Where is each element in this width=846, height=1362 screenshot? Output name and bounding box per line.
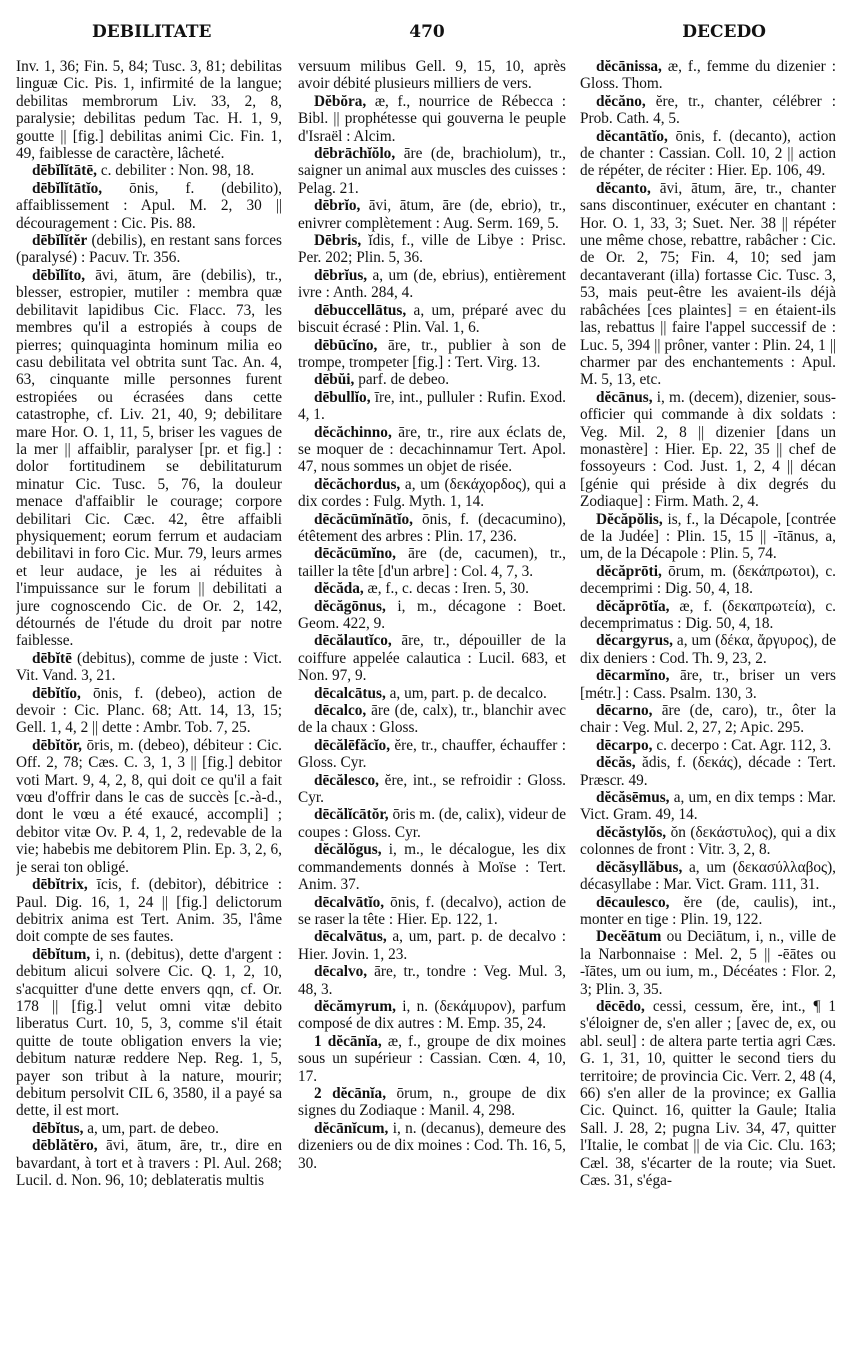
entry-headword: dēbĭtē xyxy=(32,649,72,667)
entry-headword: dēcarmĭno, xyxy=(596,667,670,685)
entry-headword: dēcēdo, xyxy=(596,997,645,1015)
entry-definition: āre, tr., dépouiller de la coiffure appelée calautica : Lucil. 683, et Non. 97, 9. xyxy=(298,632,566,685)
dictionary-entry xyxy=(298,424,566,476)
entry-definition: ădis, f. (δεκάς), décade : Tert. Præscr. 49. xyxy=(580,754,836,789)
entry-definition: i, n. (δεκάμυρον), parfum composé de dix autres : M. Emp. 35, 24. xyxy=(298,997,566,1033)
dictionary-entry xyxy=(580,632,836,667)
entry-definition: i, n. (debitus), dette d'argent : debitum alicui solvere Cic. Q. 1, 2, 10, s'acquitter d'une dette envers qqn, cf. Or. 178 || [fig.] velut omni vitæ debito liberatus Curt. 10, 5, 3, comme s'il était quitte de toute obligation envers la vie; debitum naturæ reddere Nep. Reg. 1, 5, payer son tribut à la nature, mourir; debitum persolvit CIL 6, 3580, il a payé sa dette, il est mort. xyxy=(16,945,282,1120)
entry-headword: dĕcānissa, xyxy=(596,58,662,75)
entry-definition: āvi, ātum, āre (de, ebrio), tr., enivrer complètement : Aug. Serm. 169, 5. xyxy=(298,197,566,232)
entry-definition: ōnis, f. (decanto), action de chanter : Cassian. Coll. 10, 2 || action de répéter, de réciter : Hier. Ep. 106, 49. xyxy=(580,127,836,180)
entry-definition: āvi, ātum, āre (debilis), tr., blesser, estropier, mutiler : membra quæ debilitavit lapidibus Cic. Flacc. 73, les membres qu'il a estropiés à coups de pierres; quinquaginta hominum milia eo casu debilitata vel obtrita sunt Tac. An. 4, 63, cinquante mille personnes furent estropiées ou écrasées dans cette catastrophe, cf. Liv. 21, 40, 9; debilitare mare Hor. O. 1, 11, 5, briser les vagues de la mer || affaiblir, paralyser [pr. et fig.] : dolor fortitudinem se debilitaturum minatur Cic. Tusc. 5, 76, la douleur menace d'affaiblir le courage; corpore debilitari Cic. Cæc. 42, être affaibli physiquement; eorum ferrum et audaciam debilitavi in foro Cic. Mur. 79, leurs armes et leur audace, je les ai réduites à l'impuissance sur le forum || debilitati a jure cognoscendo Cic. de Or. 2, 142, détournés de l'étude du droit par notre faiblesse. xyxy=(16,266,282,650)
dictionary-entry xyxy=(580,754,836,789)
entry-definition: a, um (de, ebrius), entièrement ivre : Anth. 284, 4. xyxy=(298,266,566,302)
entry-headword: dēbrāchĭŏlo, xyxy=(314,145,396,163)
dictionary-entry xyxy=(298,806,566,841)
entry-headword: dĕcăsyllăbus, xyxy=(596,858,683,876)
entry-definition: ōnis, f. (debilito), affaiblissement : Apul. M. 2, 30 || découragement : Cic. Pis. 88. xyxy=(16,179,282,232)
entry-headword: dēbĭtrix, xyxy=(32,876,88,894)
entry-definition: āre, tr., tondre : Veg. Mul. 3, 48, 3. xyxy=(298,963,566,998)
dictionary-entry xyxy=(298,894,566,929)
entry-headword: dĕcanto, xyxy=(596,179,651,197)
entry-definition: ĕre, int., se refroidir : Gloss. Cyr. xyxy=(298,771,566,807)
entry-definition: Inv. 1, 36; Fin. 5, 84; Tusc. 3, 81; debilitas linguæ Cic. Pis. 1, infirmité de la langue; debilitas membrorum Liv. 33, 2, 8, paralysie; debilitas pedum Tac. H. 1, 9, goutte || [fig.] debilitas animi Cic. Fin. 1, 49, faiblesse de caractère, lâcheté. xyxy=(16,58,282,163)
entry-definition: c. decerpo : Cat. Agr. 112, 3. xyxy=(652,736,832,754)
dictionary-entry xyxy=(16,267,282,650)
entry-headword: dĕcămyrum, xyxy=(314,997,396,1015)
entry-definition: ōnis, f. (debeo), action de devoir : Cic. Planc. 68; Att. 14, 13, 15; Gell. 1, 4, 2 || dette : Ambr. Tob. 7, 25. xyxy=(16,684,282,737)
entry-headword: dĕcăchinno, xyxy=(314,423,392,441)
running-header xyxy=(0,18,846,48)
entry-headword: dĕcānus, xyxy=(596,388,653,406)
entry-headword: dēcalvo, xyxy=(314,963,368,981)
entry-headword: dēbūcĭno, xyxy=(314,336,378,354)
dictionary-entry xyxy=(16,685,282,737)
entry-definition: i, m., le décalogue, les dix commandements donnés à Moïse : Tert. Anim. 37. xyxy=(298,841,566,894)
entry-definition: āre (de, caro), tr., ôter la chair : Veg. Mul. 2, 27, 2; Apic. 295. xyxy=(580,702,836,737)
dictionary-entry xyxy=(580,737,836,754)
dictionary-entry xyxy=(298,267,566,302)
dictionary-entry xyxy=(298,963,566,998)
dictionary-entry xyxy=(298,93,566,145)
entry-headword: dēcălĭcātŏr, xyxy=(314,806,389,824)
entry-headword: dĕcăno, xyxy=(596,92,646,110)
entry-definition: parf. de debeo. xyxy=(354,371,450,389)
dictionary-entry xyxy=(298,371,566,388)
dictionary-entry xyxy=(16,162,282,179)
dictionary-entry xyxy=(580,702,836,737)
entry-definition: a, um (δέκα, ἄργυρος), de dix deniers : Cod. Th. 9, 23, 2. xyxy=(580,632,836,667)
entry-headword: dēbĭlĭtātē, xyxy=(32,162,98,180)
entry-definition: a, um, part. p. de decalco. xyxy=(385,684,547,702)
entry-headword: dēcalco, xyxy=(314,702,367,720)
entry-headword: dēcaulesco, xyxy=(596,893,670,911)
entry-definition: a, um, part. p. de decalvo : Hier. Jovin. 1, 23. xyxy=(298,928,566,963)
dictionary-entry xyxy=(298,511,566,546)
entry-headword: dĕcăprōtĭa, xyxy=(596,597,670,615)
entry-headword: dēbĭtĭo, xyxy=(32,684,81,702)
dictionary-entry xyxy=(298,389,566,424)
dictionary-entry xyxy=(298,197,566,232)
entry-definition: āvi, ātum, āre, tr., dire en bavardant, à tort et à travers : Pl. Aul. 268; Lucil. d. Non. 96, 10; deblateratis multis xyxy=(16,1137,282,1189)
entry-headword: dĕcargyrus, xyxy=(596,632,673,650)
entry-headword: dĕcăprōti, xyxy=(596,562,662,580)
entry-definition: ŏn (δεκάστυλος), qui a dix colonnes de front : Vitr. 3, 2, 8. xyxy=(580,823,836,859)
dictionary-entry xyxy=(298,998,566,1033)
column-left xyxy=(16,58,282,1358)
entry-definition: æ, f., c. decas : Iren. 5, 30. xyxy=(363,580,529,598)
dictionary-entry xyxy=(298,598,566,633)
entry-headword: dēcarno, xyxy=(596,702,653,720)
entry-headword: Dĕbŏra, xyxy=(314,92,367,110)
entry-definition: āre (de, cacumen), tr., tailler la tête [d'un arbre] : Col. 4, 7, 3. xyxy=(298,545,566,580)
entry-definition: āre, tr., briser un vers [métr.] : Cass. Psalm. 130, 3. xyxy=(580,667,836,702)
entry-headword: dĕcăchordus, xyxy=(314,475,401,493)
entry-headword: dĕcăstylŏs, xyxy=(596,823,667,841)
entry-headword: dēbrĭo, xyxy=(314,197,361,215)
entry-definition: (debitus), comme de juste : Vict. Vit. Vand. 3, 21. xyxy=(16,649,282,685)
dictionary-entry xyxy=(580,563,836,598)
dictionary-entry xyxy=(298,772,566,807)
entry-headword: dēcălautĭco, xyxy=(314,632,392,650)
entry-definition: āre, tr., publier à son de trompe, trompeter [fig.] : Tert. Virg. 13. xyxy=(298,336,566,371)
entry-definition: ōnis, f. (decacumino), étêtement des arbres : Plin. 17, 236. xyxy=(298,510,566,545)
dictionary-entry xyxy=(298,685,566,702)
entry-headword: dĕcantātĭo, xyxy=(596,127,668,145)
dictionary-entry xyxy=(16,737,282,876)
entry-definition: a, um (δεκασύλλαβος), décasyllabe : Mar. Vict. Gram. 111, 31. xyxy=(580,858,836,894)
dictionary-entry xyxy=(298,476,566,511)
entry-definition: (debilis), en restant sans forces (paralysé) : Pacuv. Tr. 356. xyxy=(16,232,282,267)
dictionary-entry xyxy=(298,145,566,197)
entry-headword: dēbĭlĭtĕr xyxy=(32,232,88,250)
dictionary-entry xyxy=(580,998,836,1189)
entry-headword: dĕcăda, xyxy=(314,580,364,598)
entry-definition: āre (de, brachiolum), tr., saigner un animal aux muscles des cuisses : Pelag. 21. xyxy=(298,145,566,197)
entry-headword: dĕcăs, xyxy=(596,754,636,772)
entry-headword: dēblătĕro, xyxy=(32,1137,98,1155)
entry-headword: dēbĭtum, xyxy=(32,945,91,963)
dictionary-entry xyxy=(298,545,566,580)
dictionary-entry xyxy=(580,859,836,894)
entry-headword: dēbullĭo, xyxy=(314,388,371,406)
dictionary-entry xyxy=(16,58,282,162)
dictionary-entry xyxy=(580,58,836,93)
entry-definition: æ, f., groupe de dix moines sous un supérieur : Cassian. Cœn. 4, 10, 17. xyxy=(298,1032,566,1085)
dictionary-entry xyxy=(298,1120,566,1172)
dictionary-entry xyxy=(16,1137,282,1189)
dictionary-entry xyxy=(298,58,566,93)
dictionary-entry xyxy=(16,650,282,685)
entry-headword: dĕcăsēmus, xyxy=(596,789,670,807)
header-right-guide-word: DECEDO xyxy=(682,22,766,42)
dictionary-entry xyxy=(298,232,566,267)
entry-definition: i, n. (decanus), demeure des dizeniers ou de dix moines : Cod. Th. 16, 5, 30. xyxy=(298,1119,566,1172)
entry-definition: ōris, m. (debeo), débiteur : Cic. Off. 2, 78; Cæs. C. 3, 1, 3 || [fig.] debitor voti Mart. 9, 4, 2, 8, qui doit ce qu'il a fait vœu d'offrir dans le cas de succès [c.-à-d., dont le vœu a été exaucé, accompli] ; debitor vitæ Ov. P. 4, 1, 2, redevable de la vie; habebis me debitorem Plin. Ep. 3, 2, 6, je serai ton obligé. xyxy=(16,736,282,876)
dictionary-entry xyxy=(16,232,282,267)
entry-headword: dēbuccellātus, xyxy=(314,301,407,319)
dictionary-entry xyxy=(580,389,836,511)
entry-definition: i, m. (decem), dizenier, sous-officier qui commande à dix soldats : Veg. Mil. 2, 8 || dizenier [dans un monastère] : Hier. Ep. 22, 35 || chef de fossoyeurs : Cod. Just. 1, 2, 4 || décan [génie qui préside à dix degrés du Zodiaque] : Firm. Math. 2, 4. xyxy=(580,388,836,511)
entry-definition: ĭdis, f., ville de Libye : Prisc. Per. 202; Plin. 5, 36. xyxy=(298,232,566,267)
entry-definition: ĕre, tr., chanter, célébrer : Prob. Cath. 4, 5. xyxy=(580,92,836,128)
entry-headword: Dēbris, xyxy=(314,232,362,250)
dictionary-entry xyxy=(580,511,836,563)
entry-headword: dēcăcūmĭno, xyxy=(314,545,397,563)
entry-headword: dēbrĭus, xyxy=(314,266,368,284)
entry-headword: dēbĭtus, xyxy=(32,1119,84,1137)
dictionary-entry xyxy=(580,928,836,998)
entry-headword: dēbĭlĭtātĭo, xyxy=(32,179,103,197)
column-right xyxy=(580,58,836,1358)
entry-headword: dēbŭi, xyxy=(314,371,355,389)
entry-headword: dēbĭlĭto, xyxy=(32,266,86,284)
entry-definition: æ, f., nourrice de Rébecca : Bibl. || prophétesse qui gouverna le peuple d'Israël : Alcim. xyxy=(298,92,566,145)
dictionary-entry xyxy=(298,1085,566,1120)
entry-definition: i, m., décagone : Boet. Geom. 422, 9. xyxy=(298,597,566,632)
entry-definition: āre, tr., rire aux éclats de, se moquer de : decachinnamur Tert. Apol. 47, nous sommes un objet de risée. xyxy=(298,423,566,476)
entry-definition: a, um, part. de debeo. xyxy=(83,1119,219,1137)
entry-headword: dēcălēfăcĭo, xyxy=(314,736,391,754)
column-middle xyxy=(298,58,566,1358)
dictionary-entry xyxy=(16,1120,282,1137)
entry-definition: c. debiliter : Non. 98, 18. xyxy=(97,162,255,180)
entry-definition: īre, int., pulluler : Rufin. Exod. 4, 1. xyxy=(298,388,566,424)
dictionary-entry xyxy=(580,667,836,702)
entry-definition: īcis, f. (debitor), débitrice : Paul. Dig. 16, 1, 24 || [fig.] delictorum debitrix anima est Tert. Anim. 35, l'âme doit compte de ses fautes. xyxy=(16,876,282,946)
entry-headword: dēbĭtŏr, xyxy=(32,736,83,754)
dictionary-entry xyxy=(298,928,566,963)
dictionary-entry xyxy=(580,894,836,929)
entry-definition: a, um (δεκάχορδος), qui a dix cordes : Fulg. Myth. 1, 14. xyxy=(298,475,566,511)
entry-definition: ōnis, f. (decalvo), action de se raser la tête : Hier. Ep. 122, 1. xyxy=(298,893,566,928)
entry-definition: ōrum, m. (δεκάπρωτοι), c. decemprimi : Dig. 50, 4, 18. xyxy=(580,562,836,598)
entry-definition: ōris m. (de, calix), videur de coupes : Gloss. Cyr. xyxy=(298,806,566,841)
entry-headword: dēcălesco, xyxy=(314,771,379,789)
page-number: 470 xyxy=(409,22,445,42)
entry-definition: ĕre (de, caulis), int., monter en tige : Plin. 19, 122. xyxy=(580,893,836,928)
dictionary-entry xyxy=(580,789,836,824)
dictionary-entry xyxy=(298,702,566,737)
entry-headword: dĕcānĭcum, xyxy=(314,1119,389,1137)
entry-definition: a, um, en dix temps : Mar. Vict. Gram. 49, 14. xyxy=(580,789,836,824)
dictionary-entry xyxy=(298,841,566,893)
entry-definition: ou Deciātum, i, n., ville de la Narbonnaise : Mel. 2, 5 || -ēātes ou -ĭātes, um ou ium, m., Décéates : Flor. 2, 3; Plin. 3, 35. xyxy=(580,928,836,998)
entry-headword: dēcăcūmĭnātĭo, xyxy=(314,510,413,528)
dictionary-entry xyxy=(580,128,836,180)
entry-headword: 2 dĕcānĭa, xyxy=(314,1084,387,1102)
dictionary-entry xyxy=(580,93,836,128)
dictionary-entry xyxy=(580,598,836,633)
dictionary-entry xyxy=(16,180,282,232)
entry-definition: a, um, préparé avec du biscuit écrasé : Plin. Val. 1, 6. xyxy=(298,301,566,337)
dictionary-entry xyxy=(16,946,282,1120)
entry-definition: æ, f., femme du dizenier : Gloss. Thom. xyxy=(580,58,836,93)
dictionary-entry xyxy=(298,1033,566,1085)
entry-headword: Dĕcăpŏlis, xyxy=(596,510,663,528)
entry-definition: ĕre, tr., chauffer, échauffer : Gloss. Cyr. xyxy=(298,736,566,772)
dictionary-entry xyxy=(298,632,566,684)
entry-headword: dēcalvātus, xyxy=(314,928,387,946)
entry-definition: cessi, cessum, ĕre, int., ¶ 1 s'éloigner de, s'en aller ; [avec de, ex, ou abl. seul] : de altera parte tertia agri Cæs. G. 1, 31, 10, quitter le second tiers du territoire; de provincia Cic. Verr. 2, 48 (4, 66) s'en aller de la province; ex Gallia Cic. Quinct. 16, quitter la Gaule; Italia Sall. J. 28, 2; pugna Liv. 34, 47, quitter l'Italie, le combat || de via Cic. Clu. 163; Cæl. 38, s'écarter de la route; via Suet. Cæs. 31, s'éga- xyxy=(580,997,836,1189)
entry-headword: dĕcălŏgus, xyxy=(314,841,382,859)
entry-definition: æ, f. (δεκαπρωτεία), c. decemprimatus : Dig. 50, 4, 18. xyxy=(580,597,836,632)
dictionary-entry xyxy=(298,302,566,337)
entry-headword: 1 dĕcānĭa, xyxy=(314,1032,382,1050)
dictionary-entry xyxy=(298,337,566,372)
entry-definition: āvi, ātum, āre, tr., chanter sans discontinuer, exécuter en chantant : Hor. O. 1, 33, 3; Suet. Ner. 38 || répéter une même chose, rebattre, rabâcher : Cic. de Or. 2, 75; Fin. 4, 10; sed jam decantaverant (illa) fortasse Cic. Tusc. 3, 53, mais peut-être les avaient-ils déjà rabâchées [ces plaintes] = en étaient-ils las, rebattus || faire l'appel successif de : Luc. 5, 394 || prôner, vanter : Plin. 24, 1 || charmer par des enchantements : Apul. M. 5, 13, etc. xyxy=(580,179,836,389)
dictionary-entry xyxy=(298,737,566,772)
entry-definition: versuum milibus Gell. 9, 15, 10, après avoir débité plusieurs milliers de vers. xyxy=(298,58,566,93)
entry-definition: ōrum, n., groupe de dix signes du Zodiaque : Manil. 4, 298. xyxy=(298,1084,566,1120)
entry-headword: dēcalcātus, xyxy=(314,684,386,702)
entry-headword: dĕcăgōnus, xyxy=(314,597,386,615)
dictionary-entry xyxy=(580,824,836,859)
entry-headword: dēcalvātĭo, xyxy=(314,893,385,911)
entry-definition: is, f., la Décapole, [contrée de la Judée] : Plin. 15, 15 || -ītānus, a, um, de la Décapole : Plin. 5, 74. xyxy=(580,510,836,563)
entry-headword: dēcarpo, xyxy=(596,736,653,754)
entry-definition: āre (de, calx), tr., blanchir avec de la chaux : Gloss. xyxy=(298,702,566,737)
entry-headword: Decĕātum xyxy=(596,928,662,946)
dictionary-entry xyxy=(298,580,566,597)
dictionary-entry xyxy=(16,876,282,946)
dictionary-entry xyxy=(580,180,836,389)
header-left-guide-word: DEBILITATE xyxy=(92,22,212,42)
